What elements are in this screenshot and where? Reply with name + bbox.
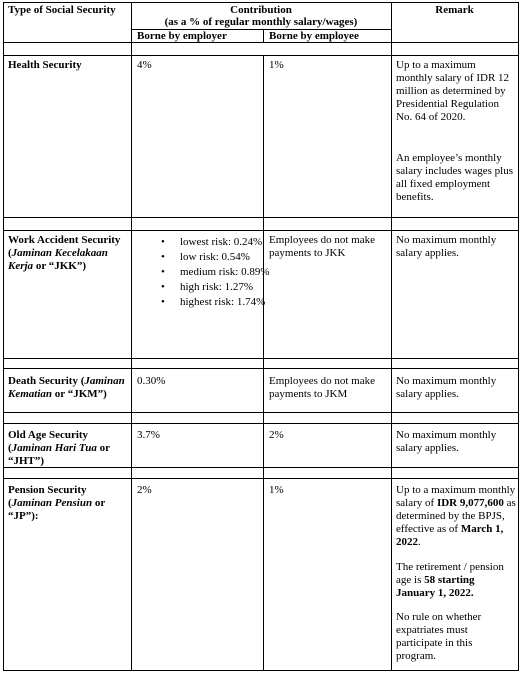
list-item: • lowest risk: 0.24% — [161, 236, 263, 248]
jht-type-tail: or “JHT”) — [8, 442, 110, 467]
jkm-type-italic: Jaminan Kematian — [8, 375, 125, 400]
jht-employee: 2% — [269, 429, 284, 441]
jp-remark-1 — [396, 484, 516, 549]
jp-type — [8, 484, 128, 523]
column-divider — [263, 55, 264, 671]
jp-employee: 1% — [269, 484, 284, 496]
header-employer: Borne by employer — [137, 30, 227, 42]
row-line — [3, 478, 519, 479]
list-item: • highest risk: 1.74% — [161, 296, 266, 308]
column-divider — [263, 29, 264, 43]
jp-type-italic: Jaminan Pensiun — [11, 497, 93, 509]
jp-employer: 2% — [137, 484, 152, 496]
jp-remark-text: as determined by the BPJS, effective as of — [396, 497, 516, 535]
jp-remark-age: 58 starting January 1, 2022. — [396, 574, 475, 599]
jkm-employee: Employees do not make payments to JKM — [269, 375, 376, 400]
header-remark: Remark — [435, 4, 474, 16]
jp-remark-amount: IDR 9,077,600 — [436, 497, 504, 509]
jp-remark-date: March 1, 2022 — [396, 523, 504, 548]
jp-remark-3: No rule on whether expatriates must participate in this program. — [396, 611, 482, 662]
table-border-right — [518, 2, 519, 671]
jkk-remark: No maximum monthly salary applies. — [396, 234, 497, 259]
row-line — [3, 368, 519, 369]
jkk-type-bold: Work Accident Security ( — [8, 234, 121, 259]
jkk-risk-list — [161, 236, 272, 311]
health-remark-1: Up to a maximum monthly salary of IDR 12 million as determined by Presidential Regulation No. 64 of 2020. — [396, 59, 510, 123]
table-border-left — [3, 2, 4, 671]
row-line — [3, 217, 519, 218]
risk-medium: medium risk: 0.89% — [180, 266, 270, 278]
risk-high: high risk: 1.27% — [180, 281, 254, 293]
header-type: Type of Social Security — [8, 4, 116, 16]
column-divider — [391, 2, 392, 671]
header-employee: Borne by employee — [269, 30, 359, 42]
jkk-employee: Employees do not make payments to JKK — [269, 234, 376, 259]
jp-remark-text: The retirement / pension age is — [396, 561, 504, 586]
header-contribution: Contribution — [230, 4, 292, 16]
jp-type-bold: Pension Security ( — [8, 484, 87, 509]
risk-highest: highest risk: 1.74% — [180, 296, 266, 308]
risk-lowest: lowest risk: 0.24% — [180, 236, 263, 248]
jht-type — [8, 429, 128, 468]
row-line — [3, 412, 519, 413]
health-type: Health Security — [8, 59, 82, 71]
jkm-type-bold: Death Security ( — [8, 375, 85, 387]
jkm-type — [8, 375, 128, 401]
jp-remark-text: . — [418, 536, 421, 548]
jp-remark-2 — [396, 561, 514, 600]
health-remark-2: An employee’s monthly salary includes wages plus all fixed employment benefits. — [396, 152, 513, 203]
jp-remark-text: Up to a maximum monthly salary of — [396, 484, 516, 509]
jht-employer: 3.7% — [137, 429, 160, 441]
row-line — [3, 358, 519, 359]
row-line — [3, 55, 519, 56]
list-item: • medium risk: 0.89% — [161, 266, 270, 278]
jht-type-bold: Old Age Security ( — [8, 429, 89, 454]
jkk-type — [8, 234, 128, 273]
table-border-bottom — [3, 670, 519, 671]
jkk-type-tail: or “JKK”) — [33, 260, 87, 272]
header-contribution-sub: (as a % of regular monthly salary/wages) — [164, 16, 358, 28]
jht-remark: No maximum monthly salary applies. — [396, 429, 497, 454]
jp-type-tail: or “JP”): — [8, 497, 105, 522]
jht-type-italic: Jaminan Hari Tua — [11, 442, 97, 454]
list-item: • low risk: 0.54% — [161, 251, 250, 263]
risk-low: low risk: 0.54% — [180, 251, 250, 263]
row-line — [3, 230, 519, 231]
header-bottom-line — [3, 42, 519, 43]
jkm-remark: No maximum monthly salary applies. — [396, 375, 497, 400]
health-employee: 1% — [269, 59, 284, 71]
list-item: • high risk: 1.27% — [161, 281, 254, 293]
table-border-top — [3, 2, 519, 3]
jkk-type-italic: Jaminan Kecelakaan Kerja — [8, 247, 108, 272]
jkm-employer: 0.30% — [137, 375, 166, 387]
row-line — [3, 423, 519, 424]
jkm-type-tail: or “JKM”) — [52, 388, 107, 400]
column-divider — [131, 2, 132, 671]
health-employer: 4% — [137, 59, 152, 71]
